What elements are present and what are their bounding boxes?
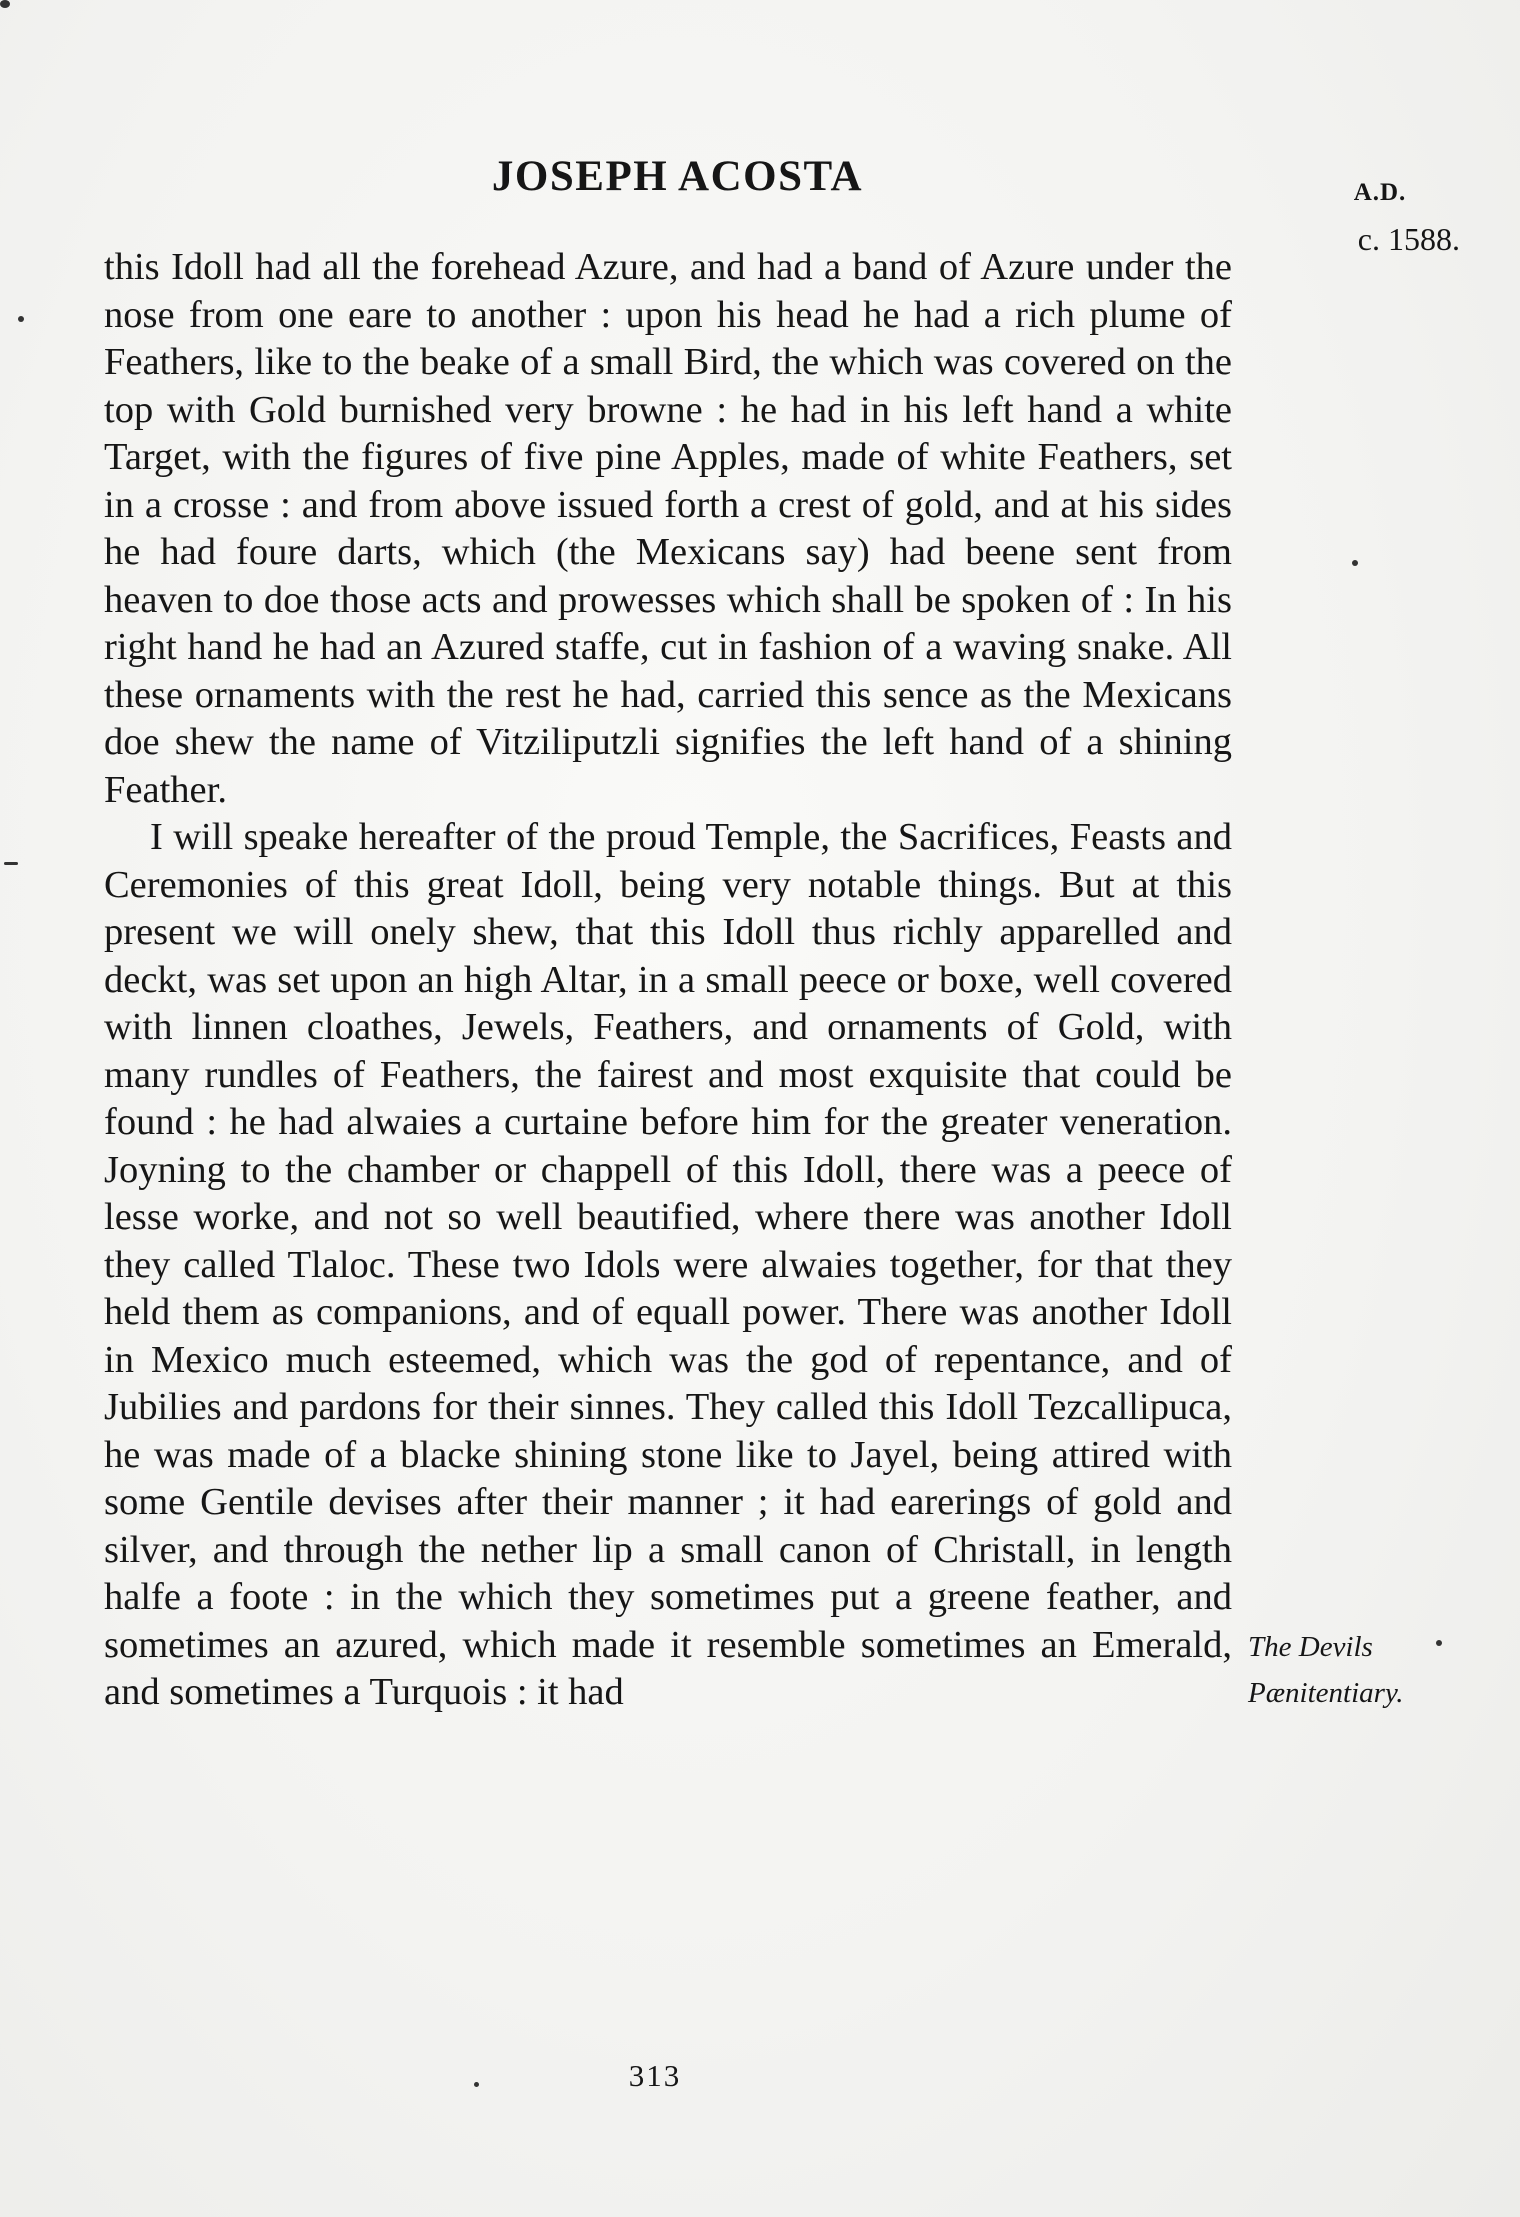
- margin-note: [1248, 1624, 1458, 1716]
- dust-speck: [474, 2082, 479, 2087]
- dust-speck: [18, 316, 24, 322]
- paragraph-1: this Idoll had all the forehead Azure, and had a band of Azure under the nose from one eare to another : upon his head he had a rich plume of Feathers, like to the beake of a small Bird, the which was covered on the top with Gold burnished very browne : he had in his left hand a white Target, with the figures of five pine Apples, made of white Feathers, set in a crosse : and from above issued forth a crest of gold, and at his sides he had foure darts, which (the Mexicans say) had beene sent from heaven to doe those acts and prowesses which shall be spoken of : In his right hand he had an Azured staffe, cut in fashion of a waving snake. All these ornaments with the rest he had, carried this sence as the Mexicans doe shew the name of Vitziliputzli signifies the left hand of a shining Feather.: [104, 246, 1232, 811]
- running-head: JOSEPH ACOSTA: [491, 153, 864, 200]
- margin-note-line-1: The Devils: [1248, 1631, 1373, 1663]
- dust-speck: [1352, 560, 1358, 566]
- date-block: [1300, 170, 1460, 262]
- dust-speck: [0, 0, 10, 8]
- page-number: 313: [628, 2058, 682, 2093]
- paragraph-2: I will speake hereafter of the proud Temple, the Sacrifices, Feasts and Ceremonies of this great Idoll, being very notable things. But at this present we will onely shew, that this Idoll thus richly apparelled and deckt, was set upon an high Altar, in a small peece or boxe, well covered with linnen cloathes, Jewels, Feathers, and ornaments of Gold, with many rundles of Feathers, the fairest and most exquisite that could be found : he had alwaies a curtaine before him for the greater veneration. Joyning to the chamber or chappell of this Idoll, there was a peece of lesse worke, and not so well beautified, where there was another Idoll they called Tlaloc. These two Idols were alwaies together, for that they held them as companions, and of equall power. There was another Idoll in Mexico much esteemed, which was the god of repentance, and of Jubilies and pardons for their sinnes. They called this Idoll Tezcallipuca, he was made of a blacke shining stone like to Jayel, being attired with some Gentile devises after their manner ; it had earerings of gold and silver, and through the nether lip a small canon of Christall, in length halfe a foote : in the which they sometimes put a greene feather, and sometimes an azured, which made it resemble sometimes an Emerald, and sometimes a Turquois : it had: [104, 816, 1232, 1713]
- date-year: c. 1588.: [1357, 221, 1460, 257]
- dust-speck: [4, 862, 18, 865]
- body-text: [104, 244, 1232, 1717]
- date-era: A.D.: [1353, 179, 1407, 206]
- dust-speck: [1436, 1640, 1442, 1646]
- margin-note-line-2: Pænitentiary.: [1248, 1677, 1404, 1709]
